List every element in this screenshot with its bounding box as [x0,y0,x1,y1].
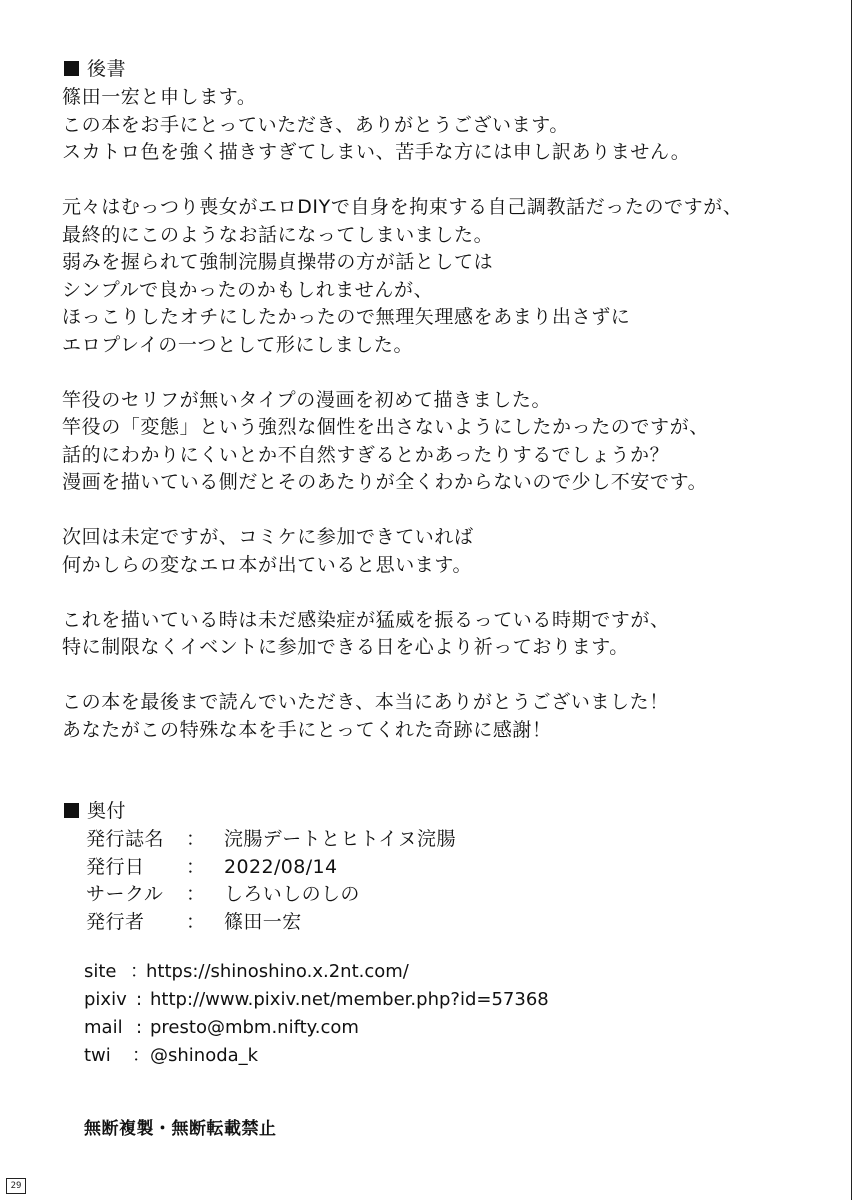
page-edge-line [851,0,852,1200]
afterword-line: 特に制限なくイベントに参加できる日を心より祈っております。 [62,636,629,658]
afterword-line: スカトロ色を強く描きすぎてしまい、苦手な方には申し訳ありません。 [62,141,691,163]
afterword-line: 漫画を描いている側だとそのあたりが全くわからないので少し不安です。 [62,471,708,493]
afterword-line: あなたがこの特殊な本を手にとってくれた奇跡に感謝！ [62,718,552,741]
contact-label: mail [84,1017,123,1038]
black-square-icon [64,803,79,818]
afterword-line: 篠田一宏と申します。 [62,86,257,108]
afterword-line: 竿役のセリフが無いタイプの漫画を初めて描きました。 [62,388,552,411]
copyright-notice: 無断複製・無断転載禁止 [84,1119,277,1139]
afterword-heading [64,56,126,82]
afterword-line: 元々はむっつり喪女がエロDIYで自身を拘束する自己調教話だったのですが、 [62,196,743,218]
afterword-body [62,84,822,744]
black-square-icon [64,61,79,76]
afterword-line: この本をお手にとっていただき、ありがとうございます。 [62,113,569,136]
site-link[interactable]: https://shinoshino.x.2nt.com/ [146,961,409,982]
page-number: 29 [6,1178,26,1194]
afterword-line: 話的にわかりにくいとか不自然すぎるとかあったりするでしょうか？ [62,443,670,466]
paragraph-gap [62,662,822,690]
twitter-link[interactable]: @shinoda_k [150,1045,259,1066]
afterword-heading-text: 後書 [87,58,127,80]
colophon-value: 篠田一宏 [224,910,302,933]
colophon-value: 2022/08/14 [224,855,338,878]
afterword-line: 次回は未定ですが、コミケに参加できていれば [62,526,474,548]
contact-separator: ： [132,1045,150,1066]
contact-separator: ： [130,961,148,982]
colophon-separator: ： [186,883,206,905]
afterword-line: 竿役の「変態」という強烈な個性を出さないようにしたかったのですが、 [62,416,709,438]
afterword-line: これを描いている時は未だ感染症が猛威を振るっている時期ですが、 [62,608,670,631]
pixiv-link[interactable]: http://www.pixiv.net/member.php?id=57368 [150,989,549,1010]
contact-label: twi [84,1045,111,1066]
colophon-value: しろいしのしの [224,883,360,905]
paragraph-gap [62,359,822,387]
afterword-line: エロプレイの一つとして形にしました。 [62,333,414,356]
colophon-label: サークル [86,883,164,905]
contact-label: site [84,961,117,982]
colophon-label: 発行者 [86,910,145,933]
paragraph-gap [62,579,822,607]
contact-label: pixiv [84,989,127,1010]
afterword-line: 最終的にこのようなお話になってしまいました。 [62,223,494,246]
colophon-separator: ： [186,910,206,933]
afterword-line: 何かしらの変なエロ本が出ていると思います。 [62,553,473,576]
colophon-label: 発行日 [86,855,145,878]
colophon-value: 浣腸デートとヒトイヌ浣腸 [224,828,456,850]
afterword-line: ほっこりしたオチにしたかったので無理矢理感をあまり出さずに [62,306,631,328]
paragraph-gap [62,497,822,525]
colophon-label: 発行誌名 [86,828,165,850]
afterword-line: シンプルで良かったのかもしれませんが、 [62,278,434,301]
colophon-separator: ： [186,855,206,878]
contact-separator: : [136,1017,143,1038]
colophon-separator: ： [186,828,206,850]
paragraph-gap [62,167,822,195]
mail-link[interactable]: presto@mbm.nifty.com [150,1017,359,1038]
afterword-line: 弱みを握られて強制浣腸貞操帯の方が話としては [62,251,494,273]
afterword-line: この本を最後まで読んでいただき、本当にありがとうございました！ [62,691,669,713]
colophon-heading-text: 奥付 [87,800,127,822]
contact-separator: : [136,989,143,1010]
colophon-heading [64,798,126,824]
